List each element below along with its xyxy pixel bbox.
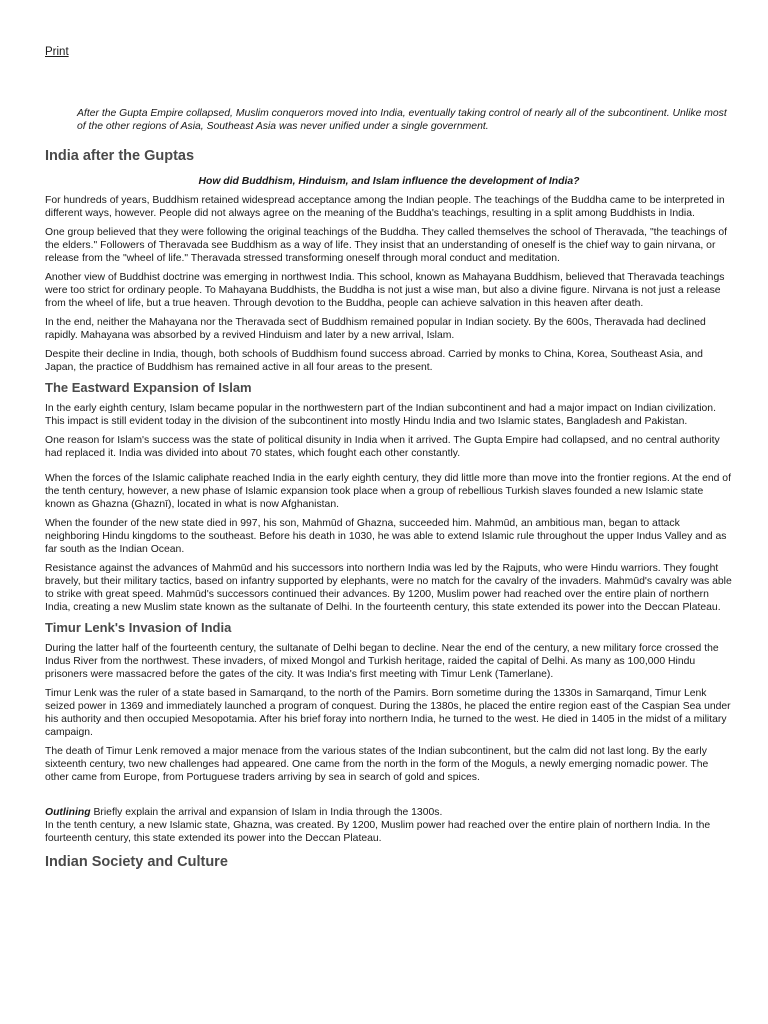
paragraph: One reason for Islam's success was the state of political disunity in India when it arrived. The Gupta Empire had collapsed, and no central authority had replaced it. India was divided into about 70 states, which fought each other constantly. [45,435,720,459]
paragraph: Another view of Buddhist doctrine was emerging in northwest India. This school, known as Mahayana Buddhism, believed that Theravada teachings were too strict for ordinary people. To Mahayana Buddhists, the Buddha is not just a wise man, but also a divine figure. Nirvana is not just a release from the wheel of life, but a true heaven. Through devotion to the Buddha, people can achieve salvation in this heaven after death. [45,272,725,309]
paragraph: One group believed that they were following the original teachings of the Buddha. They called themselves the school of Theravada, "the teachings of the elders." Followers of Theravada see Buddhism as a way of life. They insist that an understanding of oneself is the chief way to gain nirvana, or release from the "wheel of life." Theravada stressed transforming oneself through moral conduct and meditation. [45,227,728,264]
section-heading-eastward-expansion: The Eastward Expansion of Islam [45,380,252,395]
paragraph: When the forces of the Islamic caliphate reached India in the early eighth century, they did little more than move into the frontier regions. At the end of the tenth century, however, a new phase of Islamic expansion took place when a group of rebellious Turkish slaves founded a new Islamic state known as Ghazna (Ghaznī), located in what is now Afghanistan. [45,473,731,510]
paragraph: When the founder of the new state died in 997, his son, Mahmūd of Ghazna, succeeded him. Mahmūd, an ambitious man, began to attack neighboring Hindu kingdoms to the southeast. Before his death in 1030, he was able to extend Islamic rule throughout the upper Indus Valley and as far south as the Indian Ocean. [45,518,727,555]
paragraph: Resistance against the advances of Mahmūd and his successors into northern India was led by the Rajputs, who were Hindu warriors. They fought bravely, but their military tactics, based on infantry supported by elephants, were no match for the cavalry of the invaders. Mahmūd's cavalry was able to strike with great speed. Mahmūd's successors continued their advances. By 1200, Muslim power had reached over the entire plain of northern India, creating a new Muslim state known as the sultanate of Delhi. In the fourteenth century, this state extended its power into the Deccan Plateau. [45,563,732,613]
outlining-label: Outlining [45,807,91,818]
paragraph: For hundreds of years, Buddhism retained widespread acceptance among the Indian people. The teachings of the Buddha came to be interpreted in different ways, however. People did not always agree on the meaning of the Buddha's teachings, resulting in a split among Buddhists in India. [45,195,725,219]
paragraph: In the end, neither the Mahayana nor the Theravada sect of Buddhism remained popular in Indian society. By the 600s, Theravada had declined rapidly. Mahayana was absorbed by a revived Hinduism and later by a new arrival, Islam. [45,317,706,341]
paragraph: During the latter half of the fourteenth century, the sultanate of Delhi began to decline. Near the end of the century, a new military force crossed the Indus River from the northwest. These invaders, of mixed Mongol and Turkish heritage, raided the capital of Delhi. As many as 100,000 Hindu prisoners were massacred before the gates of the city. It was India's first meeting with Timur Lenk (Tamerlane). [45,643,719,680]
section-heading-timur-lenk: Timur Lenk's Invasion of India [45,620,232,635]
outlining-prompt [45,806,733,819]
intro-summary: After the Gupta Empire collapsed, Muslim conquerors moved into India, eventually taking control of nearly all of the subcontinent. Unlike most of the other regions of Asia, Southeast Asia was never unified under a single government. [77,108,727,132]
paragraph: In the early eighth century, Islam became popular in the northwestern part of the Indian subcontinent and had a major impact on Indian civilization. This impact is still evident today in the division of the subcontinent into mostly Hindu India and two Islamic states, Bangladesh and Pakistan. [45,403,716,427]
paragraph: Despite their decline in India, though, both schools of Buddhism found success abroad. Carried by monks to China, Korea, Southeast Asia, and Japan, the practice of Buddhism has remained active in all four areas to the present. [45,349,703,373]
paragraph: The death of Timur Lenk removed a major menace from the various states of the Indian subcontinent, but the calm did not last long. By the early sixteenth century, two new challenges had appeared. One came from the north in the form of the Moguls, a newly emerging nomadic power. The other came from Europe, from Portuguese traders arriving by sea in search of gold and spices. [45,746,709,783]
article-content [45,147,733,881]
outlining-answer: In the tenth century, a new Islamic state, Ghazna, was created. By 1200, Muslim power had reached over the entire plain of northern India. In the fourteenth century, this state extended its power into the Deccan Plateau. [45,820,711,844]
section-heading-indian-society: Indian Society and Culture [45,854,228,870]
print-link[interactable]: Print [45,46,69,58]
paragraph: Timur Lenk was the ruler of a state based in Samarqand, to the north of the Pamirs. Born sometime during the 1330s in Samarqand, Timur Lenk seized power in 1369 and immediately launched a program of conquest. During the 1380s, he placed the entire region east of the Caspian Sea under his authority and then occupied Mesopotamia. After his brief foray into northern India, he turned to the west. He died in 1405 in the midst of a military campaign. [45,688,731,738]
section-heading-india-after-guptas: India after the Guptas [45,148,195,164]
guiding-question: How did Buddhism, Hinduism, and Islam influence the development of India? [198,176,580,187]
outlining-question: Briefly explain the arrival and expansion of Islam in India through the 1300s. [90,807,443,818]
outlining-exercise [45,806,733,845]
